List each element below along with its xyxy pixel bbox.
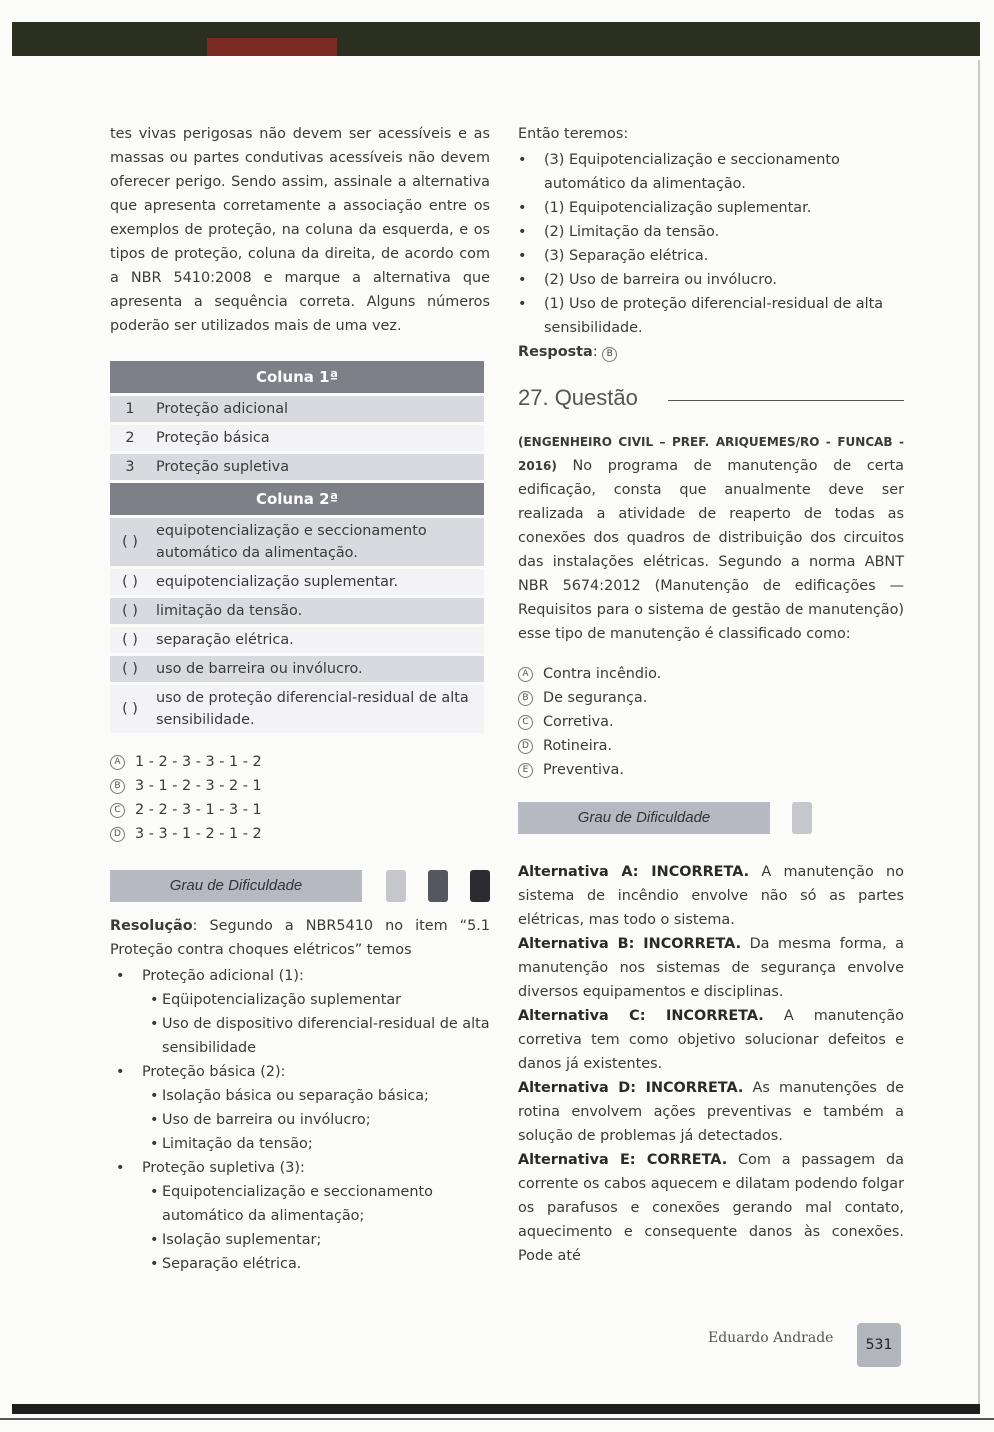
difficulty-label: Grau de Dificuldade — [518, 802, 770, 834]
list-item: • Uso de dispositivo diferencial-residual de alta sensibilidade — [162, 1012, 490, 1060]
bottom-line — [0, 1418, 994, 1420]
alternative-a: Alternativa A: INCORRETA. A manutenção no sistema de incêndio envolve não só as partes elétricas, mas todo o sistema. — [518, 864, 904, 928]
top-bar-highlight — [207, 38, 337, 56]
left-column — [110, 122, 490, 1276]
list-item: • Limitação da tensão; — [162, 1132, 490, 1156]
list-item: • (2) Limitação da tensão. — [544, 220, 904, 244]
list-item: • Eqüipotencialização suplementar — [162, 988, 490, 1012]
difficulty-block-1 — [792, 802, 812, 834]
table-row: 2 Proteção básica — [110, 425, 484, 451]
table-row: ( ) separação elétrica. — [110, 627, 484, 653]
option-d[interactable]: D 3 - 3 - 1 - 2 - 1 - 2 — [110, 822, 490, 846]
option-c[interactable]: C 2 - 2 - 3 - 1 - 3 - 1 — [110, 798, 490, 822]
bottom-bar — [12, 1404, 980, 1414]
page-number: 531 — [857, 1323, 901, 1367]
list-item: • Isolação básica ou separação básica; — [162, 1084, 490, 1108]
list-item: • (2) Uso de barreira ou invólucro. — [544, 268, 904, 292]
list-item: • Uso de barreira ou invólucro; — [162, 1108, 490, 1132]
alternatives-explanations — [518, 860, 904, 1268]
list-item: • Isolação suplementar; — [162, 1228, 490, 1252]
list-item: • (1) Uso de proteção diferencial-residual de alta sensibilidade. — [544, 292, 904, 340]
table-row: ( ) limitação da tensão. — [110, 598, 484, 624]
list-item: • Proteção supletiva (3): • Equipotencialização e seccionamento automático da alimentação; • Isolação suplementar; • Separação elétrica. — [142, 1156, 490, 1276]
alternative-c: Alternativa C: INCORRETA. A manutenção corretiva tem como objetivo solucionar defeitos e danos já existentes. — [518, 1008, 904, 1072]
difficulty-bar — [518, 802, 904, 832]
question-header — [518, 386, 904, 410]
difficulty-bar — [110, 870, 490, 900]
question-body: (ENGENHEIRO CIVIL – PREF. ARIQUEMES/RO - FUNCAB - 2016) No programa de manutenção de certa edificação, consta que anualmente deve ser realizada a atividade de reaperto de todas as conexões dos quadros de distribuição dos circuitos das instalações elétricas. Segundo a norma ABNT NBR 5674:2012 (Manutenção de edificações — Requisitos para o sistema de gestão de manutenção) esse tipo de manutenção é classificado como: — [518, 435, 904, 642]
option-d[interactable]: D Rotineira. — [518, 734, 904, 758]
difficulty-block-1 — [386, 870, 406, 902]
option-c[interactable]: C Corretiva. — [518, 710, 904, 734]
page-edge — [978, 60, 980, 1405]
answer-badge: B — [602, 347, 617, 362]
table-row: 3 Proteção supletiva — [110, 454, 484, 480]
right-column — [518, 122, 904, 1268]
top-bar — [12, 22, 980, 56]
option-a[interactable]: A 1 - 2 - 3 - 3 - 1 - 2 — [110, 750, 490, 774]
list-item: • Equipotencialização e seccionamento automático da alimentação; — [162, 1180, 490, 1228]
protection-groups — [110, 964, 490, 1276]
question-rule — [668, 400, 904, 401]
option-a[interactable]: A Contra incêndio. — [518, 662, 904, 686]
table-row: ( ) uso de proteção diferencial-residual de alta sensibilidade. — [110, 685, 484, 733]
list-item: • (3) Separação elétrica. — [544, 244, 904, 268]
option-b[interactable]: B De segurança. — [518, 686, 904, 710]
question-title: 27. Questão — [518, 385, 638, 410]
footer-author: Eduardo Andrade — [708, 1330, 834, 1346]
list-item: • Proteção básica (2): • Isolação básica ou separação básica; • Uso de barreira ou invólucro; • Limitação da tensão; — [142, 1060, 490, 1156]
table-row: ( ) equipotencialização e seccionamento automático da alimentação. — [110, 518, 484, 566]
answer-options — [518, 662, 904, 782]
question-intro: tes vivas perigosas não devem ser acessíveis e as massas ou partes condutivas acessíveis não devem oferecer perigo. Sendo assim, assinale a alternativa que apresenta corretamente a associação entre os exemplos de proteção, na coluna da esquerda, e os tipos de proteção, coluna da direita, de acordo com a NBR 5410:2008 e marque a alternativa que apresenta a sequência correta. Alguns números poderão ser utilizados mais de uma vez. — [110, 126, 490, 334]
resolution-paragraph: Resolução: Segundo a NBR5410 no item “5.1 Proteção contra choques elétricos” temos — [110, 918, 490, 958]
alternative-b: Alternativa B: INCORRETA. Da mesma forma, a manutenção nos sistemas de segurança envolve diversos equipamentos e disciplinas. — [518, 936, 904, 1000]
option-b[interactable]: B 3 - 1 - 2 - 3 - 2 - 1 — [110, 774, 490, 798]
table-row: ( ) equipotencialização suplementar. — [110, 569, 484, 595]
difficulty-block-3 — [470, 870, 490, 902]
list-item: • Proteção adicional (1): • Eqüipotencialização suplementar • Uso de dispositivo diferencial-residual de alta sensibilidade — [142, 964, 490, 1060]
col2-header: Coluna 2ª — [110, 483, 484, 515]
table-row: ( ) uso de barreira ou invólucro. — [110, 656, 484, 682]
answer-line: Resposta: B — [518, 340, 904, 364]
list-item: • (3) Equipotencialização e seccionamento automático da alimentação. — [544, 148, 904, 196]
option-e[interactable]: E Preventiva. — [518, 758, 904, 782]
table-row: 1 Proteção adicional — [110, 396, 484, 422]
answer-options — [110, 750, 490, 846]
alternative-e: Alternativa E: CORRETA. Com a passagem da corrente os cabos aquecem e dilatam podendo folgar os parafusos e conexões gerando mal contato, aquecimento e consequente danos às conexões. Pode até — [518, 1152, 904, 1264]
col1-header: Coluna 1ª — [110, 361, 484, 393]
difficulty-block-2 — [428, 870, 448, 902]
difficulty-label: Grau de Dificuldade — [110, 870, 362, 902]
columns-table — [110, 358, 484, 736]
teremos-heading: Então teremos: — [518, 126, 629, 142]
list-item: • (1) Equipotencialização suplementar. — [544, 196, 904, 220]
list-item: • Separação elétrica. — [162, 1252, 490, 1276]
teremos-list — [518, 148, 904, 340]
alternative-d: Alternativa D: INCORRETA. As manutenções de rotina envolvem ações preventivas e também a solução de problemas já detectados. — [518, 1080, 904, 1144]
